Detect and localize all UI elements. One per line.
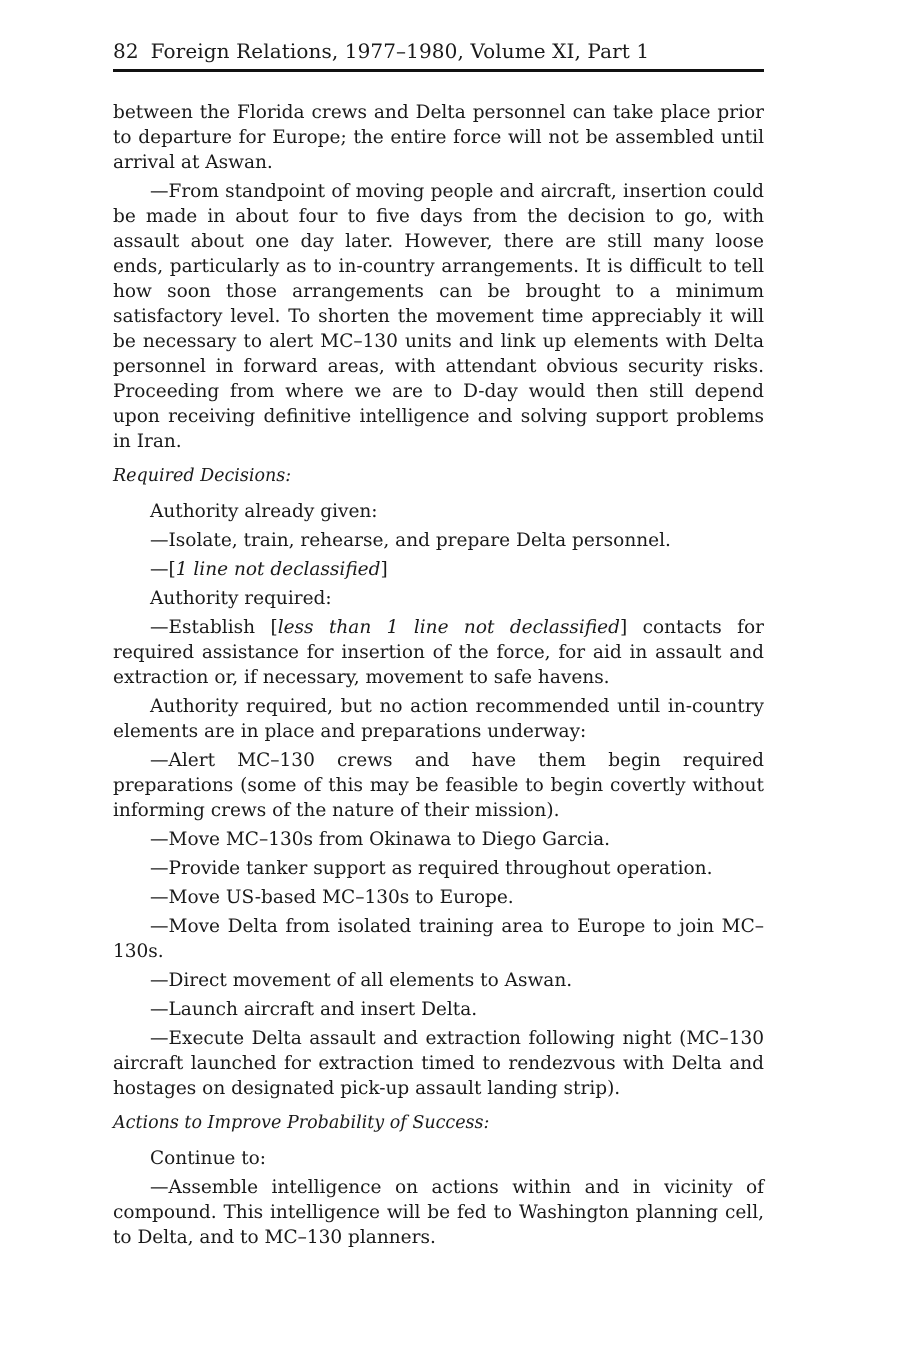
running-title: Foreign Relations, 1977–1980, Volume XI, Part 1 xyxy=(150,39,650,63)
establish-pre: —Establish [ xyxy=(150,617,278,638)
bracket-open: —[ xyxy=(150,559,176,580)
paragraph-launch-aircraft: —Launch aircraft and insert Delta. xyxy=(150,999,478,1020)
paragraph-isolate: —Isolate, train, rehearse, and prepare Delta personnel. xyxy=(150,530,671,551)
paragraph-move-us-based: —Move US-based MC–130s to Europe. xyxy=(150,887,514,908)
paragraph-establish xyxy=(113,615,764,690)
establish-post: ] contacts for required assistance for insertion of the force, for aid in assault and extraction or, if necessary, movement to safe havens. xyxy=(113,617,764,688)
paragraph-authority-required: Authority required: xyxy=(150,588,332,609)
heading-actions: Actions to Improve Probability of Success: xyxy=(113,1113,490,1133)
redaction-note: 1 line not declassified xyxy=(175,559,381,580)
paragraph-direct-movement: —Direct movement of all elements to Aswan. xyxy=(150,970,573,991)
body-text xyxy=(113,100,764,1250)
paragraph-tanker-support: —Provide tanker support as required throughout operation. xyxy=(150,858,713,879)
paragraph-assemble-intelligence: —Assemble intelligence on actions within and in vicinity of compound. This intelligence will be fed to Washington planning cell, to Delta, and to MC–130 planners. xyxy=(113,1177,764,1248)
heading-required-decisions: Required Decisions: xyxy=(113,466,292,486)
paragraph-move-okinawa: —Move MC–130s from Okinawa to Diego Garcia. xyxy=(150,829,610,850)
paragraph-alert-crews: —Alert MC–130 crews and have them begin required preparations (some of this may be feasible to begin covertly without informing crews of the nature of their mission). xyxy=(113,750,764,821)
paragraph-move-delta: —Move Delta from isolated training area to Europe to join MC–130s. xyxy=(113,916,764,962)
bracket-close: ] xyxy=(380,559,388,580)
header-rule xyxy=(113,69,764,72)
paragraph-authority-given: Authority already given: xyxy=(150,501,378,522)
paragraph-continue-to: Continue to: xyxy=(150,1148,267,1169)
page-number: 82 xyxy=(113,39,139,63)
redaction-note: less than 1 line not declassified xyxy=(277,617,620,638)
paragraph-execute-assault: —Execute Delta assault and extraction following night (MC–130 aircraft launched for extraction timed to rendezvous with Delta and hostages on designated pick-up assault landing strip). xyxy=(113,1028,764,1099)
paragraph-timing: —From standpoint of moving people and aircraft, insertion could be made in about four to five days from the decision to go, with assault about one day later. However, there are still many loose ends, particularly as to in-country arrangements. It is difficult to tell how soon those arrangements can be brought to a minimum satisfactory level. To shorten the movement time appreciably it will be necessary to alert MC–130 units and link up elements with Delta personnel in forward areas, with attendant obvious security risks. Proceeding from where we are to D-day would then still depend upon receiving definitive intelligence and solving support problems in Iran. xyxy=(113,181,764,452)
paragraph-not-declassified xyxy=(113,557,764,582)
running-header xyxy=(113,38,764,64)
paragraph-continuation: between the Florida crews and Delta personnel can take place prior to departure for Europe; the entire force will not be assembled until arrival at Aswan. xyxy=(113,102,764,173)
paragraph-authority-required-no-action: Authority required, but no action recommended until in-country elements are in place and preparations underway: xyxy=(113,696,764,742)
